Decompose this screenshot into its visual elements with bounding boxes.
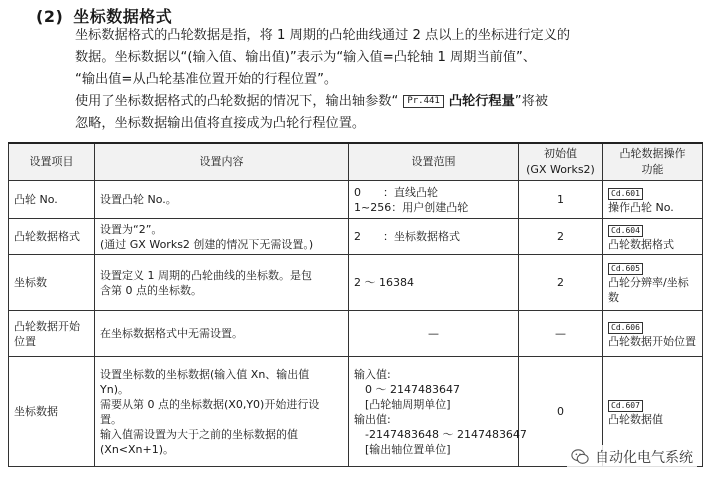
table-row (9, 181, 703, 219)
cell-monitor (603, 311, 703, 357)
table-header-row (9, 143, 703, 181)
cell-range (349, 219, 519, 255)
table-row (9, 311, 703, 357)
cd-ref-badge: Cd.607 (608, 400, 643, 412)
note-line-1-post: ”将被 (514, 94, 549, 109)
cam-data-table (8, 142, 703, 467)
cell-line: 2 ：坐标数据格式 (354, 230, 460, 243)
cell-line: — (428, 327, 439, 340)
cell-content (95, 357, 349, 467)
cell-line: 设置凸轮 No.。 (100, 193, 177, 206)
header-content: 设置内容 (95, 143, 349, 181)
cell-line: 在坐标数据格式中无需设置。 (100, 327, 243, 340)
cell-item: 坐标数据 (9, 357, 95, 467)
section-heading (36, 4, 172, 27)
parameter-ref-badge: Pr.441 (403, 95, 444, 108)
cell-content (95, 181, 349, 219)
cell-initial-value: 1 (519, 181, 603, 219)
cell-line: [输出轴位置单位] (354, 442, 451, 456)
cell-line: [凸轮轴周期单位] (354, 397, 451, 411)
cell-line: 设置为“2”。 (100, 222, 163, 236)
cell-line: 需要从第 0 点的坐标数据(X0,Y0)开始进行设 (100, 397, 320, 411)
cell-line: 含第 0 点的坐标数。 (100, 283, 202, 297)
cell-line: 凸轮数据值 (608, 412, 663, 426)
cell-initial-value: 2 (519, 219, 603, 255)
cell-line: 0 ：直线凸轮 (354, 185, 438, 199)
intro-paragraph (75, 25, 570, 91)
intro-line-1: 坐标数据格式的凸轮数据是指，将 1 周期的凸轮曲线通过 2 点以上的坐标进行定义的 (75, 28, 571, 43)
section-title: 坐标数据格式 (73, 7, 173, 26)
cell-line: 数 (608, 291, 619, 304)
cell-monitor (603, 255, 703, 311)
cell-item: 坐标数 (9, 255, 95, 311)
cell-line: 凸轮数据开始位置 (608, 334, 696, 348)
cell-initial-value: 2 (519, 255, 603, 311)
cell-line: 凸轮数据格式 (608, 237, 674, 251)
table-row (9, 219, 703, 255)
intro-line-2: 数据。坐标数据以“(输入值、输出值)”表示为“输入值=凸轮轴 1 周期当前值”、 (75, 50, 537, 65)
cd-ref-badge: Cd.606 (608, 322, 643, 334)
cell-item: 凸轮数据格式 (9, 219, 95, 255)
cell-item: 凸轮 No. (9, 181, 95, 219)
parameter-name: 凸轮行程量 (448, 94, 515, 109)
cell-line: 输入值需设置为大于之前的坐标数据的值 (100, 427, 298, 441)
header-monitor: 凸轮数据操作 功能 (603, 143, 703, 181)
cell-line: (Xn<Xn+1)。 (100, 442, 175, 456)
cell-content (95, 311, 349, 357)
cell-range (349, 181, 519, 219)
section-number: (2) (36, 7, 64, 26)
header-range: 设置范围 (349, 143, 519, 181)
note-line-2: 忽略，坐标数据输出值将直接成为凸轮行程位置。 (75, 116, 366, 131)
table-row (9, 255, 703, 311)
cell-line: 凸轮分辨率/坐标 (608, 276, 689, 289)
cell-line: Yn)。 (100, 382, 129, 396)
watermark-text: 自动化电气系统 (595, 450, 693, 466)
cell-monitor (603, 181, 703, 219)
cell-line: 操作凸轮 No. (608, 200, 674, 214)
cell-line: 2 ～ 16384 (354, 276, 414, 289)
cell-initial-value: 0 (519, 357, 603, 467)
header-initial-value: 初始值 (GX Works2) (519, 143, 603, 181)
cell-range (349, 311, 519, 357)
cd-ref-badge: Cd.605 (608, 263, 643, 275)
cell-line: (通过 GX Works2 创建的情况下无需设置。) (100, 237, 314, 251)
intro-line-3: “输出值=从凸轮基准位置开始的行程位置”。 (75, 72, 338, 87)
cell-range (349, 255, 519, 311)
cell-initial-value: — (519, 311, 603, 357)
cd-ref-badge: Cd.601 (608, 188, 643, 200)
cell-line: 0 ～ 2147483647 (354, 382, 460, 396)
cell-content (95, 219, 349, 255)
watermark (567, 445, 697, 469)
note-line-1-pre: 使用了坐标数据格式的凸轮数据的情况下，输出轴参数“ (75, 94, 399, 109)
cell-content (95, 255, 349, 311)
cell-line: -2147483648 ～ 2147483647 (354, 427, 527, 441)
cell-line: 设置定义 1 周期的凸轮曲线的坐标数。是包 (100, 268, 312, 282)
cell-line: 输入值: (354, 367, 391, 381)
note-line-1 (75, 91, 548, 113)
cell-line: 置。 (100, 412, 122, 426)
cd-ref-badge: Cd.604 (608, 225, 643, 237)
cell-line: 1~256：用户创建凸轮 (354, 200, 469, 214)
cell-range (349, 357, 527, 467)
cell-line: 设置坐标数的坐标数据(输入值 Xn、输出值 (100, 367, 310, 381)
wechat-icon (571, 448, 589, 466)
header-item: 设置项目 (9, 143, 95, 181)
note-paragraph (75, 91, 548, 135)
cell-line: 输出值: (354, 412, 391, 426)
cell-monitor (603, 219, 703, 255)
cell-item: 凸轮数据开始位置 (9, 311, 95, 357)
